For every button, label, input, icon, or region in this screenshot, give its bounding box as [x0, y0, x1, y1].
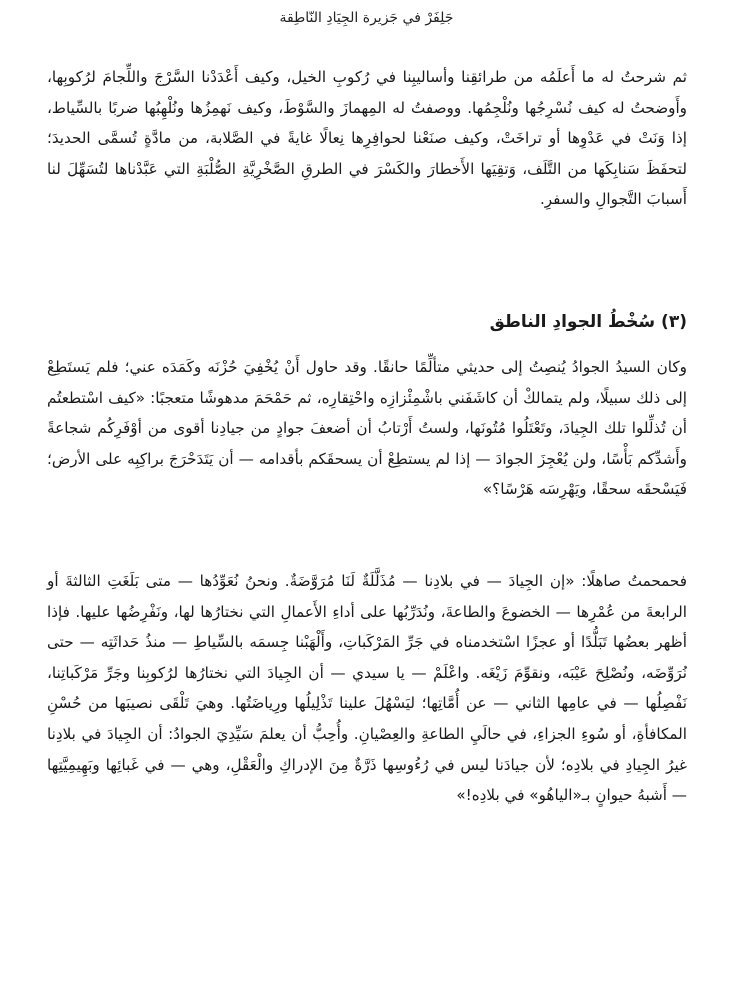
section-heading: (٣) سُخْطُ الجوادِ الناطق [489, 312, 687, 332]
paragraph-3: فحمحمتُ صاهلًا: «إن الجِيادَ — في بلادِنا — مُذَلَّلَةٌ لَنَا مُرَوَّضَةٌ. ونحنُ نُعَوِّدُها — متى بَلَغَتِ الثالثةَ أو الرابعةَ من عُمْرِها — الخضوعَ والطاعةَ، ونُدَرِّبُها على أداءِ الأَعمالِ التي نختارُها لها، ونَفْرِضُها عليها. فإذا أظهر بعضُها تَبَلُّدًا أو عجزًا اسْتخدمناه في جَرِّ المَرْكَباتِ، وأَلْهَبْنا جِسمَه بالسِّياطِ — منذُ حَداثَتِه — حتى نُرَوِّضَه، ونُصْلِحَ عَيْبَه، ونقوِّمَ زَيْغَه. واعْلَمْ — يا سيدي — أن الجِيادَ التي نختارُها لرُكوبِنا وجَرِّ مَرْكَباتِنا، نَفْصِلُها — في عامِها الثاني — عن أُمَّاتِها؛ ليَسْهُلَ علينا تَذْلِيلُها ورِياضَتُها. وهيَ تَلْقَى نصيبَها من حُسْنِ المكافأةِ، أو سُوءِ الجزاءِ، في حالَيِ الطاعةِ والعِصْيانِ. وأُحِبُّ أن يعلمَ سَيِّدِيَ الجوادُ: أن الجِيادَ في بلادِنا غيرُ الجِيادِ في بلادِه؛ لأن جيادَنا ليس في رُءُوسِها ذَرَّةٌ مِنَ الإدراكِ والْعَقْلِ، وهي — في غَبائِها وبَهِيمِيَّتِها — أَشبهُ حيوانٍ بـ«الياهُو» في بلادِه!» [47, 572, 687, 805]
running-head: جَلِفَرْ في جَزيرة الجِيَادِ النّاطِقة [279, 10, 454, 26]
paragraph-2: وكان السيدُ الجوادُ يُنصِتُ إلى حديثي متألِّمًا حانقًا. وقد حاول أَنْ يُخْفِيَ حُزْنَه وكَمَدَه عني؛ فلم يَستَطِعْ إلى ذلك سبيلًا، ولم يتمالكْ أن كاشَفَني باشْمِئْزازِه واحْتِقارِه، ثم حَمْحَمَ مدهوشًا متعجبًا: «كيف اسْتطعتُم أن تُذلِّلوا تلك الجِيادَ، وتَعْتَلُوا مُتُونَها، ولستُ أَرْتابُ أن أضعفَ جوادٍ من جيادِنا أقوى من أوْفَرِكُم شجاعةً وأَشدِّكم بَأْسًا، ولن يُعْجِزَ الجوادَ — إذا لم يستطِعْ أن يسحقَكم بأقدامه — أن يَتَدَحْرَجَ براكِبِه على الأرض؛ فَيَسْحقَه سحقًا، ويَهْرِسَه هَرْسًا؟» [47, 358, 687, 499]
paragraph-1: ثم شرحتُ له ما أَعلَمُه من طرائقِنا وأساليبِنا في رُكوبِ الخيل، وكيف أَعْدَدْنا السَّرْجَ واللِّجامَ لرُكوبِها، وأَوضحتُ له كيف نُسْرِجُها ونُلْجِمُها. ووصفتُ له المِهمازَ والسَّوْطَ، وكيف نَهمِزُها ونُلْهِبُها ضربًا بالسِّياط، إذا وَنَتْ في عَدْوِها أو تراخَتْ، وكيف صنَعْنا لحوافِرِها نِعالًا غايةً في الصَّلابة، من مادَّةٍ تُسمَّى الحديدَ؛ لتحفَظَ سَنابِكَها من التَّلَف، وَتقِيَها الأَخطارَ والكَسْرَ في الطرقِ الصَّخْرِيَّةِ الصُّلْبَةِ التي عَبَّدْناها لتُسَهِّلَ لنا أَسبابَ التَّجوالِ والسفرِ. [47, 68, 687, 209]
